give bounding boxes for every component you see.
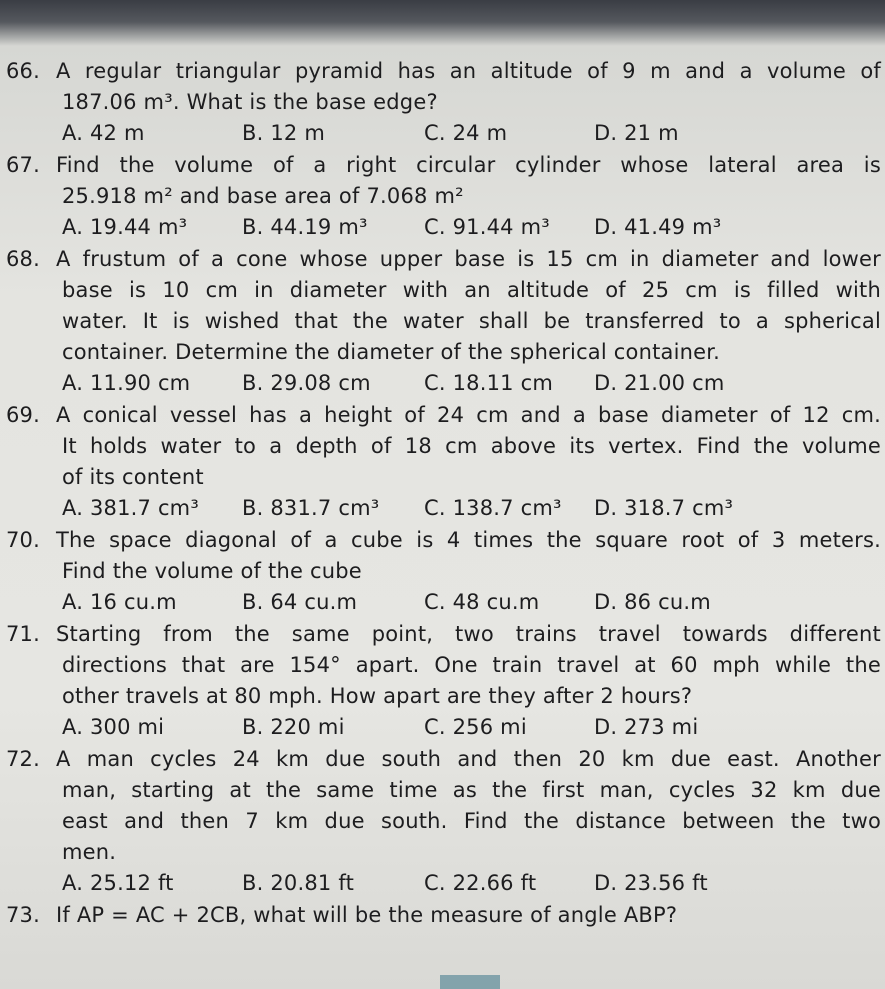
question-number: 66. (6, 59, 40, 83)
choice-a: A. 42 m (62, 121, 145, 145)
question-number: 70. (6, 528, 40, 552)
choice-c: C. 91.44 m³ (424, 215, 550, 239)
question-text-line: directions that are 154° apart. One train travel at 60 mph while the (62, 653, 881, 677)
choice-d: D. 273 mi (594, 715, 699, 739)
question-text-line: other travels at 80 mph. How apart are they after 2 hours? (62, 684, 693, 708)
question-text-line: A conical vessel has a height of 24 cm and a base diameter of 12 cm. (56, 403, 881, 427)
choices-row (6, 212, 881, 243)
choice-d: D. 21.00 cm (594, 371, 725, 395)
question-text-line: east and then 7 km due south. Find the distance between the two (62, 809, 881, 833)
question-text-line: A regular triangular pyramid has an altitude of 9 m and a volume of (56, 59, 881, 83)
question-text-line: Find the volume of a right circular cylinder whose lateral area is (56, 153, 881, 177)
choice-b: B. 44.19 m³ (242, 215, 368, 239)
choices-row (6, 868, 881, 899)
choices-row (6, 118, 881, 149)
choice-c: C. 256 mi (424, 715, 527, 739)
question-number: 67. (6, 153, 40, 177)
choice-c: C. 18.11 cm (424, 371, 554, 395)
choice-b: B. 831.7 cm³ (242, 496, 380, 520)
question-text-line: Starting from the same point, two trains travel towards different (56, 622, 881, 646)
question-text-line: Find the volume of the cube (62, 559, 362, 583)
question-text-line: 187.06 m³. What is the base edge? (62, 90, 438, 114)
choice-a: A. 381.7 cm³ (62, 496, 199, 520)
choice-a: A. 25.12 ft (62, 871, 174, 895)
question-68 (6, 244, 881, 399)
choice-c: C. 24 m (424, 121, 508, 145)
choice-a: A. 11.90 cm (62, 371, 191, 395)
choice-d: D. 41.49 m³ (594, 215, 722, 239)
question-text-line: If AP = AC + 2CB, what will be the measure of angle ABP? (56, 903, 678, 927)
choice-d: D. 23.56 ft (594, 871, 708, 895)
choice-d: D. 86 cu.m (594, 590, 711, 614)
choice-a: A. 16 cu.m (62, 590, 177, 614)
question-text-line: water. It is wished that the water shall be transferred to a spherical (62, 309, 881, 333)
choices-row (6, 587, 881, 618)
question-text-line: A man cycles 24 km due south and then 20 km due east. Another (56, 747, 881, 771)
question-67 (6, 150, 881, 243)
question-73 (6, 900, 881, 931)
choice-c: C. 138.7 cm³ (424, 496, 562, 520)
page-edge-mark (440, 975, 500, 989)
choice-c: C. 22.66 ft (424, 871, 537, 895)
choice-b: B. 64 cu.m (242, 590, 358, 614)
question-69 (6, 400, 881, 524)
question-72 (6, 744, 881, 899)
question-number: 71. (6, 622, 40, 646)
choices-row (6, 712, 881, 743)
choice-b: B. 29.08 cm (242, 371, 371, 395)
question-text-line: container. Determine the diameter of the spherical container. (62, 340, 721, 364)
question-66 (6, 56, 881, 149)
choice-d: D. 318.7 cm³ (594, 496, 734, 520)
question-text-line: of its content (62, 465, 204, 489)
choice-a: A. 19.44 m³ (62, 215, 188, 239)
question-text-line: A frustum of a cone whose upper base is 15 cm in diameter and lower (56, 247, 881, 271)
question-text-line: The space diagonal of a cube is 4 times the square root of 3 meters. (56, 528, 881, 552)
question-number: 73. (6, 903, 40, 927)
document-page (0, 38, 885, 989)
choice-c: C. 48 cu.m (424, 590, 540, 614)
choice-b: B. 20.81 ft (242, 871, 355, 895)
choices-row (6, 493, 881, 524)
choice-d: D. 21 m (594, 121, 679, 145)
question-text-line: 25.918 m² and base area of 7.068 m² (62, 184, 464, 208)
question-text-line: man, starting at the same time as the first man, cycles 32 km due (62, 778, 881, 802)
question-number: 69. (6, 403, 40, 427)
question-text-line: base is 10 cm in diameter with an altitude of 25 cm is filled with (62, 278, 881, 302)
question-number: 68. (6, 247, 40, 271)
question-text-line: It holds water to a depth of 18 cm above its vertex. Find the volume (62, 434, 881, 458)
choice-b: B. 12 m (242, 121, 326, 145)
choices-row (6, 368, 881, 399)
question-number: 72. (6, 747, 40, 771)
choice-a: A. 300 mi (62, 715, 165, 739)
question-70 (6, 525, 881, 618)
choice-b: B. 220 mi (242, 715, 345, 739)
question-text-line: men. (62, 840, 117, 864)
question-71 (6, 619, 881, 743)
